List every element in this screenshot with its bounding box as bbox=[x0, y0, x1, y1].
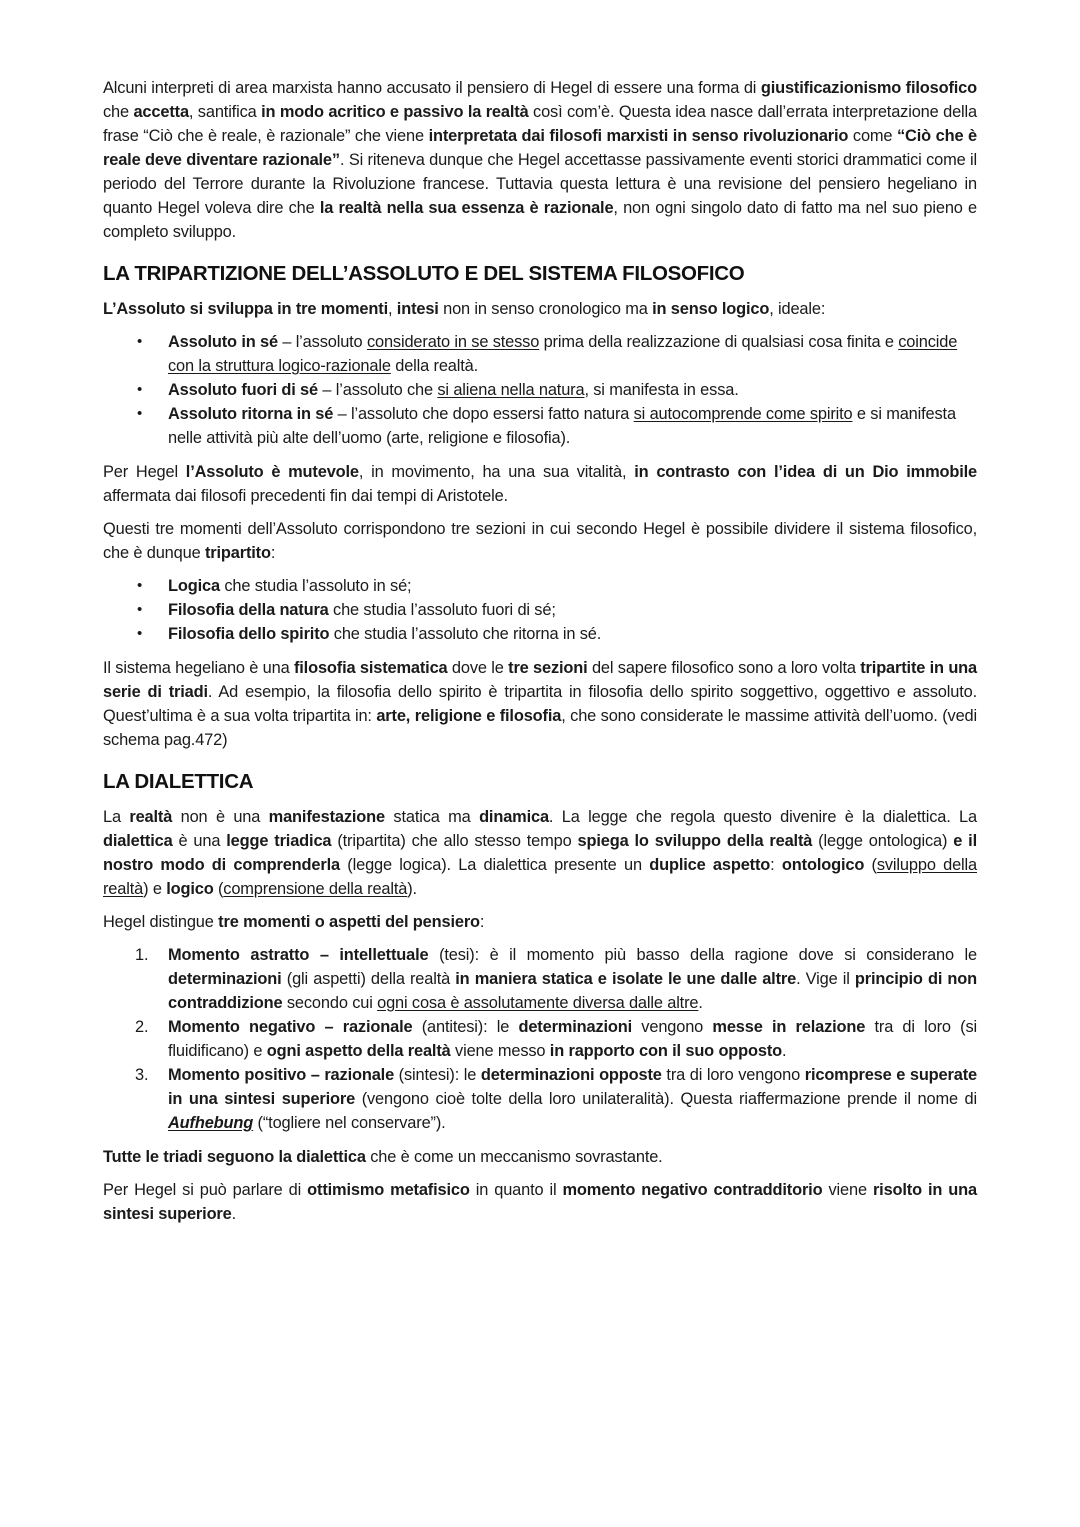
text-run: tra di loro vengono bbox=[661, 1066, 805, 1084]
intro-paragraph bbox=[103, 76, 977, 244]
text-run: Per Hegel si può parlare di bbox=[103, 1181, 308, 1199]
text-run: . bbox=[231, 1205, 237, 1223]
bold-text-run: in rapporto con il suo opposto bbox=[549, 1042, 783, 1060]
bullet-list-item bbox=[137, 574, 977, 598]
text-run: del sapere filosofico sono a loro volta bbox=[587, 659, 861, 677]
text-run: (tesi): è il momento più basso della ragione dove si considerano le bbox=[428, 946, 977, 964]
text-run: (legge logica). La dialettica presente un bbox=[339, 856, 650, 874]
underlined-text-run: comprensione della realtà bbox=[223, 880, 408, 898]
bold-text-run: in contrasto con l’idea di un Dio immobile bbox=[634, 463, 977, 481]
text-run: che bbox=[103, 103, 134, 121]
text-run: . La legge che regola questo divenire è la dialettica. La bbox=[548, 808, 977, 826]
bold-text-run: Aufhebung bbox=[168, 1114, 254, 1132]
bold-text-run: Filosofia della natura bbox=[168, 601, 329, 619]
paragraph-hegel-distingue bbox=[103, 910, 977, 934]
bold-text-run: Assoluto fuori di sé bbox=[168, 381, 318, 399]
bold-text-run: legge triadica bbox=[226, 832, 332, 850]
text-run: che studia l’assoluto che ritorna in sé. bbox=[329, 625, 602, 643]
bold-text-run: Logica bbox=[168, 577, 220, 595]
underlined-text-run: si aliena nella natura bbox=[437, 381, 585, 399]
bold-text-run: accetta bbox=[133, 103, 189, 121]
text-run: (tripartita) che allo stesso tempo bbox=[331, 832, 578, 850]
text-run: : bbox=[270, 544, 276, 562]
text-run: (legge ontologica) bbox=[812, 832, 954, 850]
text-run: prima della realizzazione di qualsiasi cosa finita e bbox=[539, 333, 899, 351]
bold-text-run: determinazioni opposte bbox=[480, 1066, 662, 1084]
underlined-text-run: ogni cosa è assolutamente diversa dalle altre bbox=[377, 994, 699, 1012]
paragraph-assoluto-mutevole bbox=[103, 460, 977, 508]
text-run: . Vige il bbox=[796, 970, 855, 988]
bold-text-run: tre momenti o aspetti del pensiero bbox=[218, 913, 480, 931]
text-run: Questi tre momenti dell’Assoluto corrispondono tre sezioni in cui secondo Hegel è possibile dividere il sistema filosofico, che è dunque bbox=[103, 520, 977, 562]
list-number: 1. bbox=[135, 946, 149, 964]
text-run: secondo cui bbox=[282, 994, 378, 1012]
paragraph-sistema-hegeliano bbox=[103, 656, 977, 752]
text-run: non è una bbox=[172, 808, 269, 826]
text-run: è una bbox=[172, 832, 227, 850]
underlined-text-run: sviluppo della realtà bbox=[103, 856, 977, 898]
bullet-list-item bbox=[137, 330, 977, 378]
bold-text-run: in senso logico bbox=[652, 300, 770, 318]
text-run: , santifica bbox=[188, 103, 262, 121]
text-run: ( bbox=[864, 856, 877, 874]
bold-text-run: giustificazionismo filosofico bbox=[760, 79, 977, 97]
numbered-list-item bbox=[135, 943, 977, 1015]
text-run: e si manifesta nelle attività più alte dell’uomo (arte, religione e filosofia). bbox=[168, 405, 956, 447]
bold-text-run: messe in relazione bbox=[712, 1018, 866, 1036]
bold-text-run: dinamica bbox=[479, 808, 549, 826]
bullet-icon: • bbox=[137, 625, 143, 642]
text-run: , che sono considerate le massime attività dell’uomo. (vedi schema pag.472) bbox=[103, 707, 977, 749]
text-run: – l’assoluto che bbox=[318, 381, 438, 399]
bullet-list-item bbox=[137, 622, 977, 646]
bold-text-run: intesi bbox=[396, 300, 439, 318]
text-run: : bbox=[479, 913, 485, 931]
bold-text-run: Assoluto ritorna in sé bbox=[168, 405, 334, 423]
dialectic-steps-list bbox=[103, 943, 977, 1135]
text-run: così com’è. Questa idea nasce dall’errata interpretazione della frase “Ciò che è reale, è razionale” che viene bbox=[103, 103, 977, 145]
text-run: Alcuni interpreti di area marxista hanno accusato il pensiero di Hegel di essere una forma di bbox=[103, 79, 761, 97]
bold-text-run: ogni aspetto della realtà bbox=[266, 1042, 451, 1060]
bold-text-run: Momento negativo – razionale bbox=[168, 1018, 413, 1036]
bold-text-run: interpretata dai filosofi marxisti in senso rivoluzionario bbox=[428, 127, 849, 145]
bullet-list-item bbox=[137, 598, 977, 622]
text-run: : bbox=[770, 856, 782, 874]
text-run: viene messo bbox=[450, 1042, 550, 1060]
text-run: vengono bbox=[632, 1018, 713, 1036]
text-run: in quanto il bbox=[469, 1181, 563, 1199]
bullet-icon: • bbox=[137, 577, 143, 594]
text-run: statica ma bbox=[384, 808, 480, 826]
bold-text-run: ontologico bbox=[781, 856, 865, 874]
numbered-list-item bbox=[135, 1015, 977, 1063]
bold-text-run: manifestazione bbox=[268, 808, 385, 826]
text-run: affermata dai filosofi precedenti fin dai tempi di Aristotele. bbox=[103, 487, 508, 505]
text-run: che studia l’assoluto in sé; bbox=[219, 577, 412, 595]
moments-list bbox=[103, 330, 977, 450]
paragraph-tutte-triadi bbox=[103, 1145, 977, 1169]
underlined-text-run: coincide con la struttura logico-razionale bbox=[168, 333, 958, 375]
bold-text-run: Assoluto in sé bbox=[168, 333, 278, 351]
list-number: 2. bbox=[135, 1018, 149, 1036]
text-run: dove le bbox=[447, 659, 509, 677]
bold-text-run: Filosofia dello spirito bbox=[168, 625, 330, 643]
text-run: – l’assoluto bbox=[277, 333, 367, 351]
bullet-icon: • bbox=[137, 405, 143, 422]
section-heading-tripartizione: LA TRIPARTIZIONE DELL’ASSOLUTO E DEL SISTEMA FILOSOFICO bbox=[103, 262, 745, 285]
bold-text-run: ricomprese e superate in una sintesi superiore bbox=[168, 1066, 977, 1108]
bold-text-run: momento negativo contradditorio bbox=[562, 1181, 823, 1199]
document-page bbox=[103, 76, 977, 1235]
bold-text-run: tripartito bbox=[204, 544, 271, 562]
numbered-list-item bbox=[135, 1063, 977, 1135]
text-run: non in senso cronologico ma bbox=[438, 300, 653, 318]
bold-text-run: in maniera statica e isolate le une dalle altre bbox=[455, 970, 797, 988]
bold-text-run: Tutte le triadi seguono la dialettica bbox=[103, 1148, 366, 1166]
bullet-list-item bbox=[137, 378, 977, 402]
text-run: tra di loro (si fluidificano) e bbox=[168, 1018, 977, 1060]
bold-text-run: filosofia sistematica bbox=[293, 659, 448, 677]
text-run: (gli aspetti) della realtà bbox=[281, 970, 456, 988]
bold-text-run: e il nostro modo di comprenderla bbox=[103, 832, 977, 874]
sections-list bbox=[103, 574, 977, 646]
bullet-icon: • bbox=[137, 333, 143, 350]
text-run: ). bbox=[407, 880, 417, 898]
bold-text-run: ottimismo metafisico bbox=[307, 1181, 470, 1199]
text-run: , ideale: bbox=[769, 300, 826, 318]
text-run: . bbox=[782, 1042, 787, 1060]
text-run: (vengono cioè tolte della loro unilateralità). Questa riaffermazione prende il nome di bbox=[355, 1090, 977, 1108]
underlined-text-run: considerato in se stesso bbox=[366, 333, 540, 351]
text-run: , in movimento, ha una sua vitalità, bbox=[358, 463, 635, 481]
text-run: (“togliere nel conservare”). bbox=[253, 1114, 446, 1132]
bold-text-run: duplice aspetto bbox=[649, 856, 771, 874]
bullet-list-item bbox=[137, 402, 977, 450]
text-run: ) e bbox=[143, 880, 167, 898]
text-run: (sintesi): le bbox=[394, 1066, 481, 1084]
bold-text-run: arte, religione e filosofia bbox=[376, 707, 562, 725]
text-run: della realtà. bbox=[390, 357, 479, 375]
bold-text-run: in modo acritico e passivo la realtà bbox=[261, 103, 529, 121]
text-run: , bbox=[387, 300, 397, 318]
bold-text-run: tre sezioni bbox=[508, 659, 588, 677]
text-run: come bbox=[848, 127, 897, 145]
bold-text-run: “Ciò che è reale deve diventare razionale” bbox=[103, 127, 977, 169]
bold-text-run: logico bbox=[166, 880, 214, 898]
text-run: ( bbox=[213, 880, 224, 898]
text-run: . Ad esempio, la filosofia dello spirito è tripartita in filosofia dello spirito soggettivo, oggettivo e assoluto. Quest’ultima è a sua volta tripartita in: bbox=[103, 683, 978, 725]
bold-text-run: spiega lo sviluppo della realtà bbox=[577, 832, 813, 850]
bold-text-run: tripartite in una serie di triadi bbox=[103, 659, 978, 701]
text-run: , non ogni singolo dato di fatto ma nel suo pieno e completo sviluppo. bbox=[103, 199, 977, 241]
bold-text-run: Momento astratto – intellettuale bbox=[168, 946, 429, 964]
text-run: che studia l’assoluto fuori di sé; bbox=[328, 601, 556, 619]
bold-text-run: risolto in una sintesi superiore bbox=[103, 1181, 977, 1223]
paragraph-tre-sezioni bbox=[103, 517, 977, 565]
text-run: viene bbox=[822, 1181, 873, 1199]
text-run: Il sistema hegeliano è una bbox=[103, 659, 294, 677]
text-run: – l’assoluto che dopo essersi fatto natura bbox=[333, 405, 634, 423]
text-run: . bbox=[698, 994, 703, 1012]
bold-text-run: determinazioni bbox=[518, 1018, 633, 1036]
bold-text-run: dialettica bbox=[103, 832, 173, 850]
bold-text-run: Momento positivo – razionale bbox=[168, 1066, 395, 1084]
text-run: , si manifesta in essa. bbox=[584, 381, 739, 399]
bold-text-run: l’Assoluto è mutevole bbox=[185, 463, 359, 481]
text-run: che è come un meccanismo sovrastante. bbox=[365, 1148, 663, 1166]
text-run: (antitesi): le bbox=[412, 1018, 519, 1036]
paragraph-realta-dinamica bbox=[103, 805, 977, 901]
bold-text-run: determinazioni bbox=[168, 970, 282, 988]
lead-paragraph-three-moments bbox=[103, 297, 977, 321]
bold-text-run: realtà bbox=[129, 808, 173, 826]
bold-text-run: la realtà nella sua essenza è razionale bbox=[319, 199, 614, 217]
list-number: 3. bbox=[135, 1066, 149, 1084]
bullet-icon: • bbox=[137, 601, 143, 618]
underlined-text-run: si autocomprende come spirito bbox=[633, 405, 853, 423]
bold-text-run: L’Assoluto si sviluppa in tre momenti bbox=[103, 300, 388, 318]
bold-text-run: principio di non contraddizione bbox=[168, 970, 977, 1012]
text-run: Per Hegel bbox=[103, 463, 186, 481]
text-run: Hegel distingue bbox=[103, 913, 219, 931]
section-heading-dialettica: LA DIALETTICA bbox=[103, 770, 254, 793]
text-run: La bbox=[103, 808, 130, 826]
paragraph-ottimismo-metafisico bbox=[103, 1178, 977, 1226]
bullet-icon: • bbox=[137, 381, 143, 398]
text-run: . Si riteneva dunque che Hegel accettasse passivamente eventi storici drammatici come il periodo del Terrore durante la Rivoluzione francese. Tuttavia questa lettura è una revisione del pensiero hegeliano in quanto Hegel voleva dire che bbox=[103, 151, 977, 217]
